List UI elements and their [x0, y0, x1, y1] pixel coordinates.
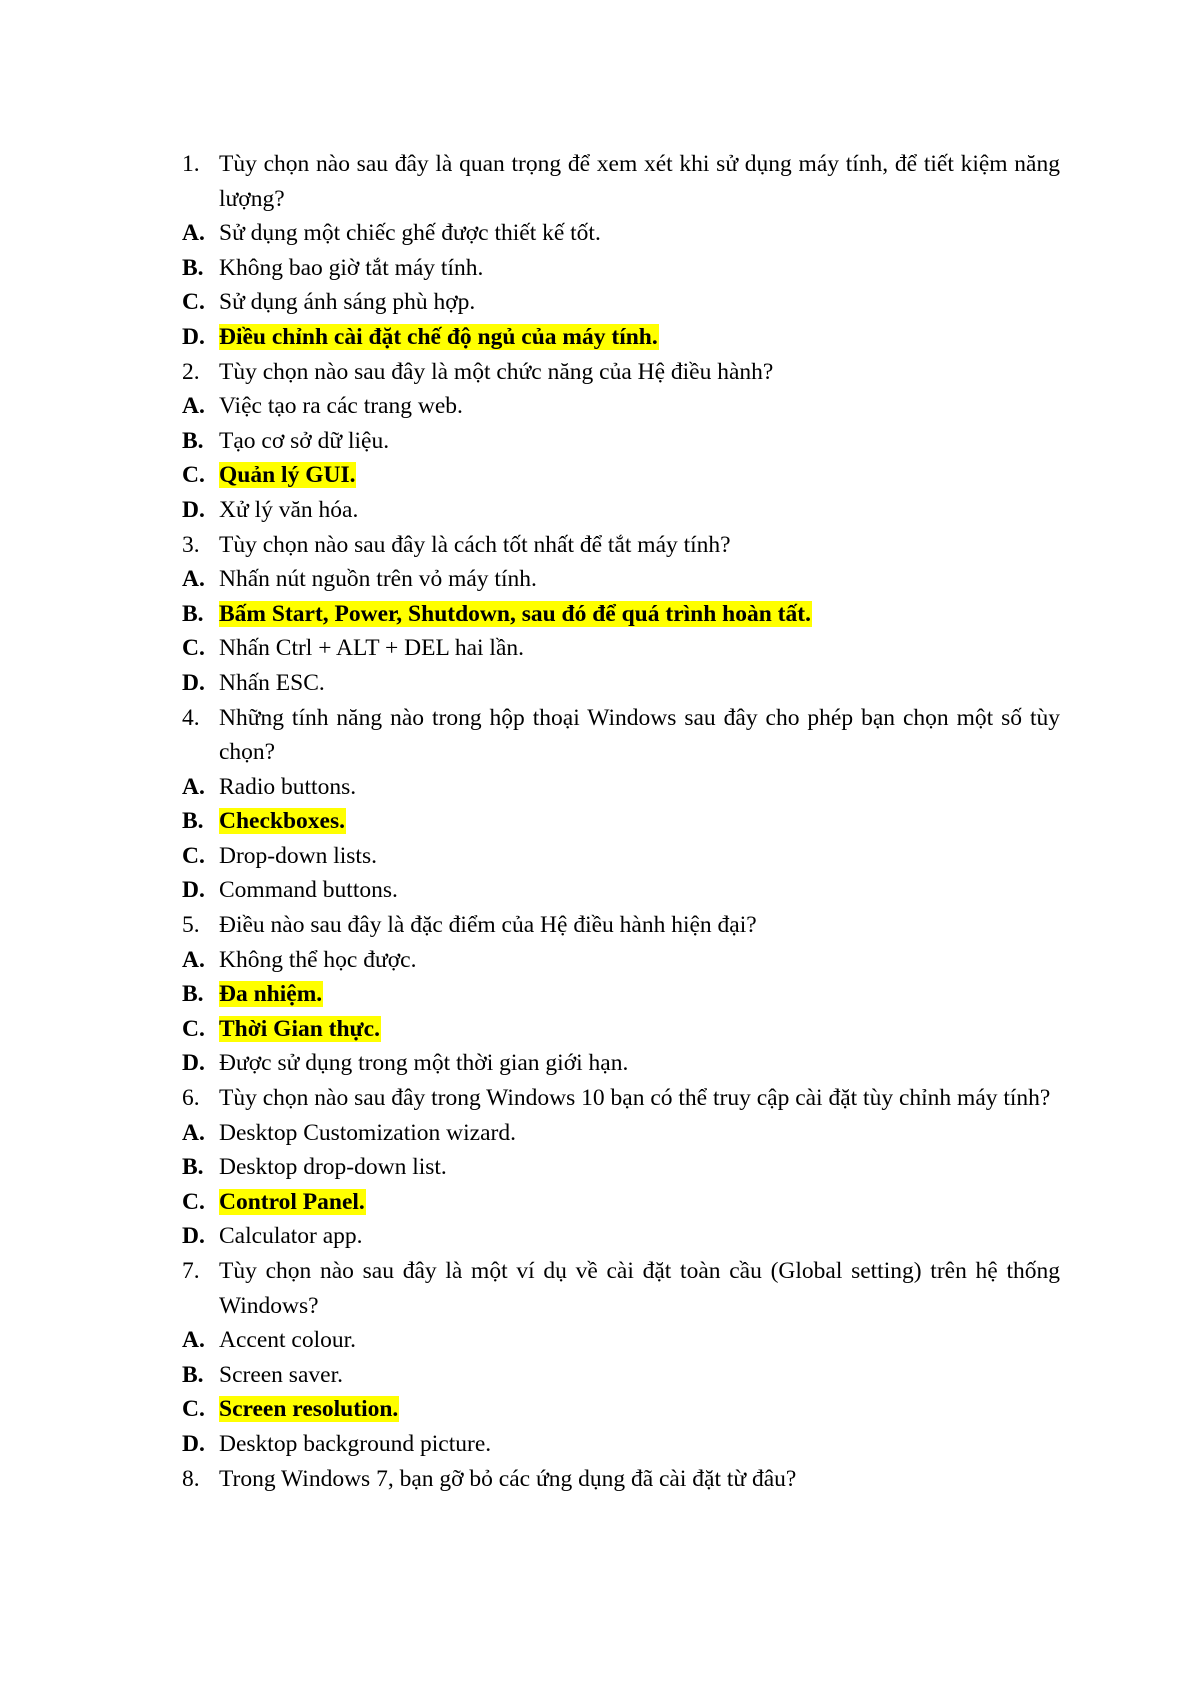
- question-number: 8.: [182, 1465, 200, 1492]
- option-text: Screen resolution.: [219, 1396, 399, 1423]
- option-letter: B.: [182, 600, 204, 627]
- answer-option-7d: [182, 1427, 1060, 1462]
- correct-answer-5c: [182, 1012, 1060, 1047]
- option-text: Bấm Start, Power, Shutdown, sau đó để quá trình hoàn tất.: [219, 600, 811, 627]
- question-number: 2.: [182, 358, 200, 385]
- option-letter: B.: [182, 981, 204, 1008]
- option-text: Không bao giờ tắt máy tính.: [219, 254, 484, 281]
- answer-option-4c: [182, 839, 1060, 874]
- answer-option-6a: [182, 1116, 1060, 1151]
- correct-answer-4b: [182, 804, 1060, 839]
- option-letter: C.: [182, 462, 205, 489]
- option-letter: D.: [182, 1223, 205, 1250]
- option-text: Việc tạo ra các trang web.: [219, 393, 463, 420]
- option-letter: C.: [182, 289, 205, 316]
- option-letter: A.: [182, 220, 205, 247]
- option-letter: D.: [182, 496, 205, 523]
- answer-option-2d: [182, 493, 1060, 528]
- question-list: [182, 147, 1060, 1496]
- option-text: Desktop background picture.: [219, 1430, 492, 1457]
- answer-option-3a: [182, 562, 1060, 597]
- option-text: Calculator app.: [219, 1223, 363, 1250]
- question-number: 6.: [182, 1085, 200, 1112]
- option-letter: B.: [182, 808, 204, 835]
- answer-option-6b: [182, 1150, 1060, 1185]
- question-7: [182, 1254, 1060, 1323]
- correct-answer-1d: [182, 320, 1060, 355]
- option-letter: A.: [182, 566, 205, 593]
- question-number: 1.: [182, 151, 200, 177]
- option-letter: C.: [182, 1396, 205, 1423]
- option-text: Checkboxes.: [219, 808, 345, 835]
- correct-answer-3b: [182, 597, 1060, 632]
- question-8: [182, 1462, 1060, 1497]
- option-letter: B.: [182, 254, 204, 281]
- correct-answer-5b: [182, 977, 1060, 1012]
- answer-option-1c: [182, 285, 1060, 320]
- question-text: Những tính năng nào trong hộp thoại Windows sau đây cho phép bạn chọn một số tùy chọn?: [219, 704, 1060, 766]
- question-6: [182, 1081, 1060, 1116]
- option-text: Nhấn ESC.: [219, 669, 325, 696]
- correct-answer-7c: [182, 1392, 1060, 1427]
- answer-option-4a: [182, 770, 1060, 805]
- answer-option-1a: [182, 216, 1060, 251]
- option-text: Không thể học được.: [219, 946, 417, 973]
- question-5: [182, 908, 1060, 943]
- correct-answer-2c: [182, 458, 1060, 493]
- option-letter: A.: [182, 946, 205, 973]
- option-text: Desktop drop-down list.: [219, 1154, 447, 1181]
- answer-option-3c: [182, 631, 1060, 666]
- option-letter: B.: [182, 1154, 204, 1181]
- option-text: Desktop Customization wizard.: [219, 1119, 516, 1146]
- answer-option-3d: [182, 666, 1060, 701]
- option-letter: C.: [182, 1015, 205, 1042]
- question-number: 4.: [182, 704, 200, 731]
- option-letter: A.: [182, 1119, 205, 1146]
- option-text: Điều chỉnh cài đặt chế độ ngủ của máy tính.: [219, 323, 658, 350]
- option-text: Radio buttons.: [219, 773, 357, 800]
- option-text: Thời Gian thực.: [219, 1015, 380, 1042]
- answer-option-5a: [182, 943, 1060, 978]
- option-text: Tạo cơ sở dữ liệu.: [219, 427, 390, 454]
- option-letter: A.: [182, 393, 205, 420]
- question-text: Tùy chọn nào sau đây là một chức năng của Hệ điều hành?: [219, 358, 774, 385]
- option-text: Được sử dụng trong một thời gian giới hạn.: [219, 1050, 629, 1077]
- answer-option-7b: [182, 1358, 1060, 1393]
- answer-option-1b: [182, 251, 1060, 286]
- option-letter: C.: [182, 635, 205, 662]
- option-text: Command buttons.: [219, 877, 398, 904]
- option-letter: D.: [182, 877, 205, 904]
- answer-option-4d: [182, 873, 1060, 908]
- question-text: Tùy chọn nào sau đây là quan trọng để xem xét khi sử dụng máy tính, để tiết kiệm năng lượng?: [219, 151, 1060, 212]
- answer-option-7a: [182, 1323, 1060, 1358]
- option-letter: D.: [182, 669, 205, 696]
- question-number: 3.: [182, 531, 200, 558]
- option-letter: D.: [182, 323, 205, 350]
- option-text: Control Panel.: [219, 1188, 365, 1215]
- question-text: Tùy chọn nào sau đây trong Windows 10 bạn có thể truy cập cài đặt tùy chỉnh máy tính?: [219, 1085, 1051, 1112]
- answer-option-2b: [182, 424, 1060, 459]
- option-letter: D.: [182, 1050, 205, 1077]
- question-4: [182, 701, 1060, 770]
- option-text: Xử lý văn hóa.: [219, 496, 359, 523]
- option-text: Accent colour.: [219, 1327, 357, 1354]
- option-text: Sử dụng một chiếc ghế được thiết kế tốt.: [219, 220, 601, 247]
- option-letter: B.: [182, 427, 204, 454]
- answer-option-2a: [182, 389, 1060, 424]
- question-number: 7.: [182, 1258, 200, 1284]
- question-text: Điều nào sau đây là đặc điểm của Hệ điều hành hiện đại?: [219, 912, 757, 939]
- option-text: Nhấn nút nguồn trên vỏ máy tính.: [219, 566, 537, 593]
- option-text: Sử dụng ánh sáng phù hợp.: [219, 289, 476, 316]
- question-3: [182, 528, 1060, 563]
- option-letter: C.: [182, 1188, 205, 1215]
- question-text: Tùy chọn nào sau đây là một ví dụ về cài đặt toàn cầu (Global setting) trên hệ thống Windows?: [219, 1258, 1060, 1319]
- option-letter: A.: [182, 1327, 205, 1354]
- option-letter: B.: [182, 1361, 204, 1388]
- option-text: Nhấn Ctrl + ALT + DEL hai lần.: [219, 635, 524, 662]
- option-letter: C.: [182, 842, 205, 869]
- question-2: [182, 355, 1060, 390]
- correct-answer-6c: [182, 1185, 1060, 1220]
- question-number: 5.: [182, 912, 200, 939]
- option-letter: D.: [182, 1430, 205, 1457]
- option-text: Screen saver.: [219, 1361, 343, 1388]
- option-text: Đa nhiệm.: [219, 981, 323, 1008]
- answer-option-6d: [182, 1219, 1060, 1254]
- answer-option-5d: [182, 1046, 1060, 1081]
- option-letter: A.: [182, 773, 205, 800]
- question-text: Trong Windows 7, bạn gỡ bỏ các ứng dụng đã cài đặt từ đâu?: [219, 1465, 797, 1492]
- option-text: Drop-down lists.: [219, 842, 377, 869]
- option-text: Quản lý GUI.: [219, 462, 356, 489]
- question-text: Tùy chọn nào sau đây là cách tốt nhất để tắt máy tính?: [219, 531, 731, 558]
- question-1: [182, 147, 1060, 216]
